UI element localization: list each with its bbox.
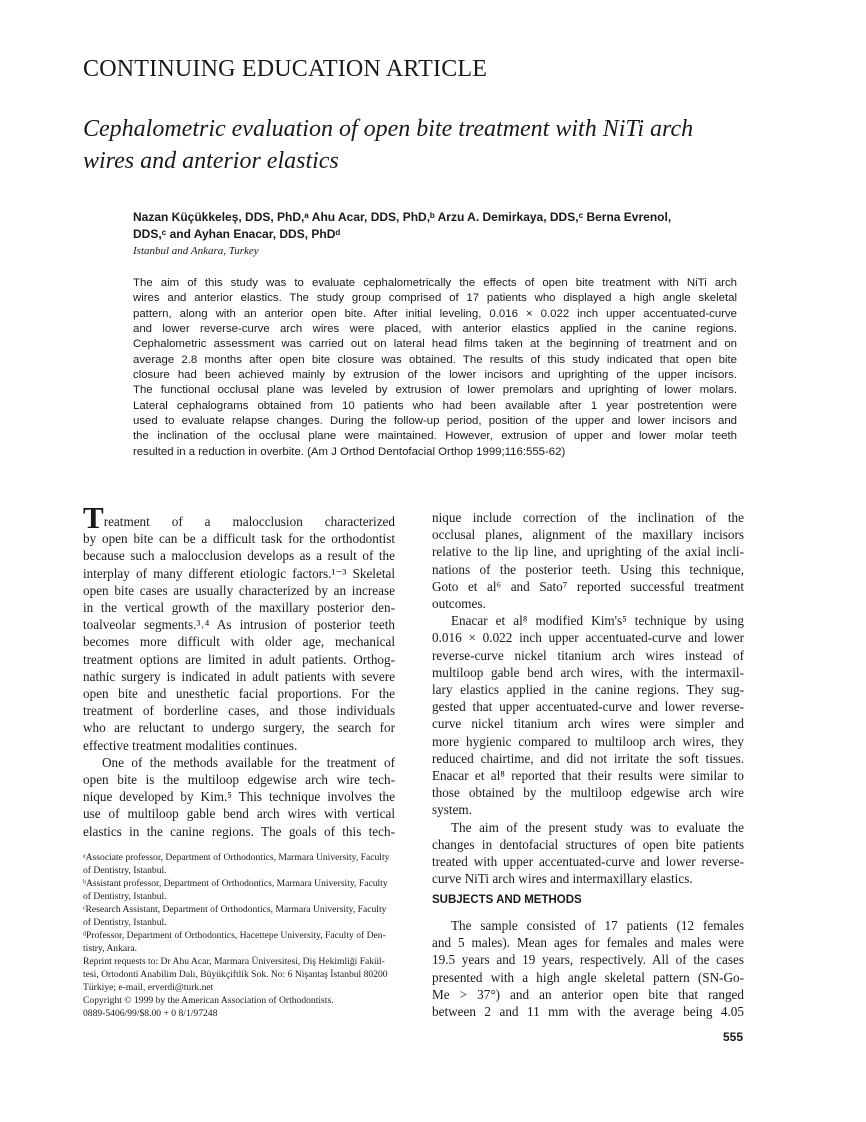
- footnote-line: ᵃAssociate professor, Department of Orthodontics, Marmara University, Faculty: [83, 852, 390, 863]
- text-line: The aim of the present study was to evaluate the: [451, 819, 744, 835]
- location: Istanbul and Ankara, Turkey: [133, 245, 259, 257]
- page-number: 555: [722, 1030, 743, 1044]
- text-line: effective treatment modalities continues.: [83, 737, 298, 753]
- methods-text: [432, 917, 744, 1020]
- text-line: treated with upper accentuated-curve and lower reverse-: [432, 854, 744, 870]
- text-line: toalveolar segments.³˒⁴ As intrusion of posterior teeth: [83, 617, 395, 633]
- text-line: nations of the posterior teeth. Using this technique,: [432, 561, 744, 577]
- text-line: resulted in a reduction in overbite. (Am J Orthod Dentofacial Orthop 1999;116:555-62): [133, 445, 566, 458]
- title-line: wires and anterior elastics: [83, 148, 339, 174]
- text-line: more hygienic compared to multiloop arch wires, they: [432, 733, 744, 749]
- footnote-line: ᵇAssistant professor, Department of Orthodontics, Marmara University, Faculty: [83, 878, 388, 889]
- footnote-line: Reprint requests to: Dr Ahu Acar, Marmara Üniversitesi, Diş Hekimliği Fakül-: [83, 956, 385, 967]
- footnote-line: ᶜResearch Assistant, Department of Orthodontics, Marmara University, Faculty: [83, 904, 387, 915]
- text-line: closure had been achieved mainly by extrusion of the lower incisors and uprighting of the upper incisors.: [133, 369, 737, 382]
- article-title: [83, 113, 763, 177]
- text-line: used to evaluate relapse changes. During the follow-up period, position of the upper and lower incisors and: [133, 415, 737, 428]
- text-line: gested that upper accentuated-curve and lower reverse-: [432, 699, 744, 715]
- right-column: [432, 509, 744, 887]
- authors: [133, 209, 671, 243]
- text-line: occlusal planes, alignment of the maxillary incisors: [432, 527, 744, 543]
- text-line: relative to the lip line, and uprighting of the axial incli-: [432, 544, 744, 560]
- text-line: The sample consisted of 17 patients (12 females: [451, 918, 744, 933]
- text-line: curve NiTi arch wires and intermaxillary elastics.: [432, 871, 693, 887]
- text-line: nathic surgery is indicated in adult patients with severe: [83, 668, 395, 684]
- text-line: who are reluctant to undergo surgery, the search for: [83, 720, 395, 736]
- section-heading: SUBJECTS AND METHODS: [432, 894, 582, 906]
- footnote-line: of Dentistry, Istanbul.: [83, 891, 167, 902]
- text-line: Cephalometric assessment was carried out on lateral head films taken at the beginning of treatment and on: [133, 338, 737, 351]
- text-line: open bite is the multiloop edgewise arch wire tech-: [83, 772, 395, 788]
- title-line: Cephalometric evaluation of open bite treatment with NiTi arch: [83, 116, 694, 142]
- text-line: Me > 37°) and an anterior open bite that ranged: [432, 986, 744, 1002]
- left-column: [83, 500, 395, 840]
- text-line: and lower reverse-curve arch wires were placed, with anterior elastics applied in the canine regions.: [133, 323, 737, 336]
- text-line: the inclination of the occlusal plane were maintained. However, extrusion of upper and lower molar teeth: [133, 430, 737, 443]
- footnotes: [83, 851, 398, 1020]
- text-line: because such a malocclusion develops as a result of the: [83, 548, 395, 564]
- footnote-line: tistry, Ankara.: [83, 943, 137, 954]
- section-label: CONTINUING EDUCATION ARTICLE: [83, 56, 488, 82]
- text-line: becomes more difficult with older age, mechanical: [83, 634, 395, 650]
- footnote-line: of Dentistry, Istanbul.: [83, 865, 167, 876]
- text-line: The functional occlusal plane was leveled by extrusion of lower premolars and uprighting of lower molars.: [133, 384, 737, 397]
- text-line: system.: [432, 802, 472, 818]
- drop-cap: T: [83, 500, 104, 535]
- text-line: reduced chairtime, and did not irritate the soft tissues.: [432, 750, 744, 766]
- text-line: The aim of this study was to evaluate cephalometrically the effects of open bite treatment with NiTi arch: [133, 277, 737, 289]
- text-line: elastics in the canine regions. The goals of this tech-: [83, 823, 395, 839]
- text-line: pattern, along with an anterior open bite. After initial leveling, 0.016 × 0.022 inch upper accentuated-curve: [133, 307, 737, 320]
- authors-line: Nazan Küçükkeleş, DDS, PhD,ᵃ Ahu Acar, DDS, PhD,ᵇ Arzu A. Demirkaya, DDS,ᶜ Berna Evrenol,: [133, 210, 672, 224]
- footnote-line: Copyright © 1999 by the American Association of Orthodontists.: [83, 995, 334, 1006]
- text-line: changes in dentofacial structures of open bite patients: [432, 836, 744, 852]
- text-line: in the vertical growth of the maxillary posterior den-: [83, 600, 395, 616]
- footnote-line: ᵈProfessor, Department of Orthodontics, Hacettepe University, Faculty of Den-: [83, 930, 386, 941]
- footnote-line: Türkiye; e-mail, erverdi@turk.net: [83, 982, 214, 993]
- text-line: Enacar et al⁸ modified Kim's⁵ technique by using: [451, 613, 744, 629]
- abstract: [133, 276, 737, 460]
- text-line: those obtained by the multiloop edgewise arch wire: [432, 785, 744, 801]
- text-line: and 5 males). Mean ages for females and males were: [432, 935, 744, 951]
- text-line: lary elastics applied in the canine regions. They sug-: [432, 682, 744, 698]
- text-line: between 2 and 11 mm with the average being 4.05: [432, 1004, 744, 1020]
- text-line: multiloop gable bend arch wires, with the intermaxil-: [432, 664, 744, 680]
- text-line: curve nickel titanium arch wires were simpler and: [432, 716, 744, 732]
- text-line: outcomes.: [432, 596, 486, 612]
- text-line: interplay of many different etiologic factors.¹⁻³ Skeletal: [83, 565, 395, 581]
- text-line: reverse-curve nickel titanium arch wires instead of: [432, 647, 744, 663]
- authors-line: DDS,ᶜ and Ayhan Enacar, DDS, PhDᵈ: [133, 227, 341, 241]
- text-line: 0.016 × 0.022 inch upper accentuated-curve and lower: [432, 630, 744, 646]
- text-line: use of multiloop gable bend arch wires with vertical: [83, 806, 395, 822]
- footnote-line: tesi, Ortodonti Anabilim Dalı, Büyükçiftlik Sok. No: 6 Nişantaş İstanbul 80200: [83, 969, 388, 980]
- text-line: wires and anterior elastics. The study group comprised of 17 patients who displayed a high angle skeletal: [133, 292, 737, 305]
- footnote-line: of Dentistry, Istanbul.: [83, 917, 167, 928]
- text-line: nique include correction of the inclination of the: [432, 510, 744, 525]
- text-line: Goto et al⁶ and Sato⁷ reported successful treatment: [432, 578, 744, 594]
- text-line: nique developed by Kim.⁵ This technique involves the: [83, 789, 395, 805]
- text-line: presented with a high angle skeletal pattern (SN-Go-: [432, 969, 744, 985]
- text-line: by open bite can be a difficult task for the orthodontist: [83, 531, 395, 547]
- text-line: average 2.8 months after open bite closure was obtained. The results of this study indicated that open bite: [133, 353, 737, 366]
- text-line: 19.5 years and 19 years, respectively. All of the cases: [432, 952, 744, 968]
- text-line: open bite and unesthetic facial proportions. For the: [83, 686, 395, 702]
- text-line: open bite cases are usually characterized by an increase: [83, 582, 395, 598]
- body-line: Treatment of a malocclusion characterized: [83, 500, 395, 535]
- footnote-line: 0889-5406/99/$8.00 + 0 8/1/97248: [83, 1008, 218, 1019]
- text-line: treatment options are limited in adult patients. Orthog-: [83, 651, 395, 667]
- text-line: Enacar et al⁸ reported that their results were similar to: [432, 768, 744, 784]
- text-line: treatment of borderline cases, and those individuals: [83, 703, 395, 719]
- text-line: One of the methods available for the treatment of: [102, 754, 395, 770]
- text-line: Lateral cephalograms obtained from 10 patients who had been available after 1 year postretention were: [133, 399, 737, 412]
